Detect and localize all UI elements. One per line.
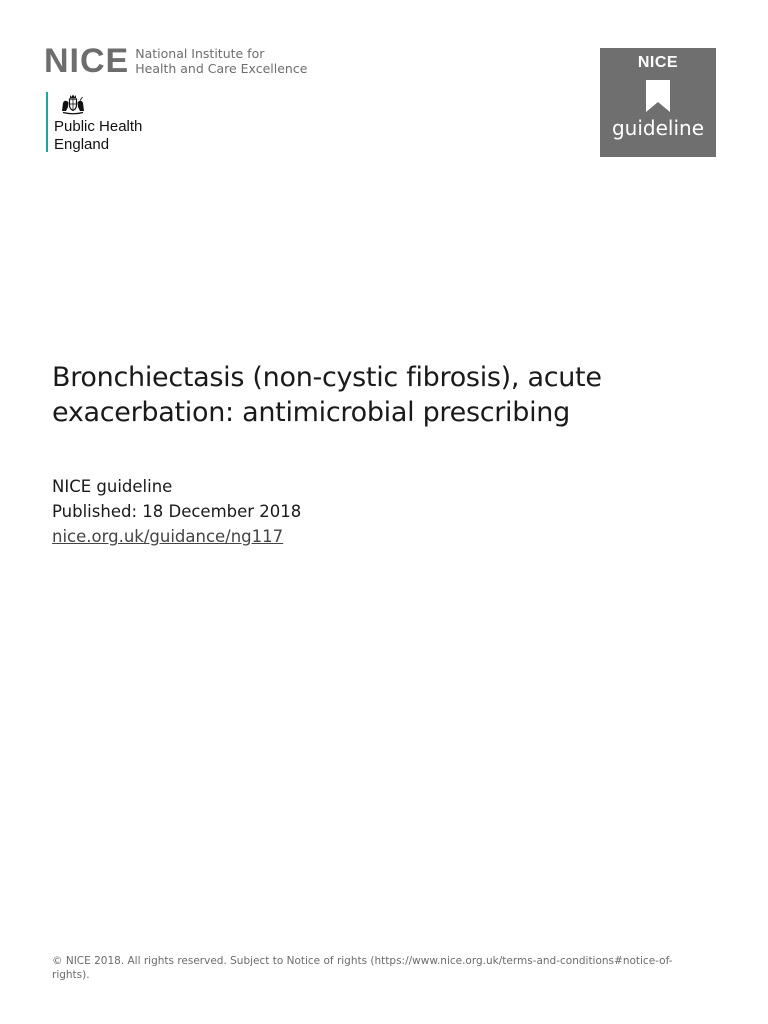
royal-coat-of-arms-icon — [59, 93, 87, 115]
guidance-link[interactable]: nice.org.uk/guidance/ng117 — [52, 527, 284, 546]
published-date: Published: 18 December 2018 — [52, 502, 302, 521]
title-line1: Bronchiectasis (non-cystic fibrosis), acute — [52, 362, 602, 393]
document-type: NICE guideline — [52, 477, 173, 496]
nice-wordmark: NICE — [44, 42, 130, 80]
badge-org: NICE — [637, 54, 679, 71]
nice-logo-subtitle — [135, 47, 307, 76]
bookmark-icon — [646, 80, 670, 112]
nice-subtitle-line2: Health and Care Excellence — [135, 60, 308, 76]
copyright-footer — [52, 954, 712, 982]
nice-logo — [44, 44, 307, 78]
nice-subtitle-line1: National Institute for — [135, 46, 265, 61]
footer-line1: © NICE 2018. All rights reserved. Subject to Notice of rights (https://www.nice.org.uk/terms-and-conditions#notice-of- — [52, 955, 673, 967]
title-line2: exacerbation: antimicrobial prescribing — [52, 397, 570, 428]
document-title — [52, 360, 712, 430]
footer-line2: rights). — [52, 969, 90, 981]
phe-line2: England — [54, 136, 110, 153]
nice-guideline-badge — [600, 48, 716, 157]
badge-type: guideline — [611, 116, 705, 140]
phe-wordmark — [54, 118, 142, 154]
phe-line1: Public Health — [54, 118, 143, 135]
document-meta — [52, 474, 301, 549]
phe-logo — [46, 92, 142, 152]
